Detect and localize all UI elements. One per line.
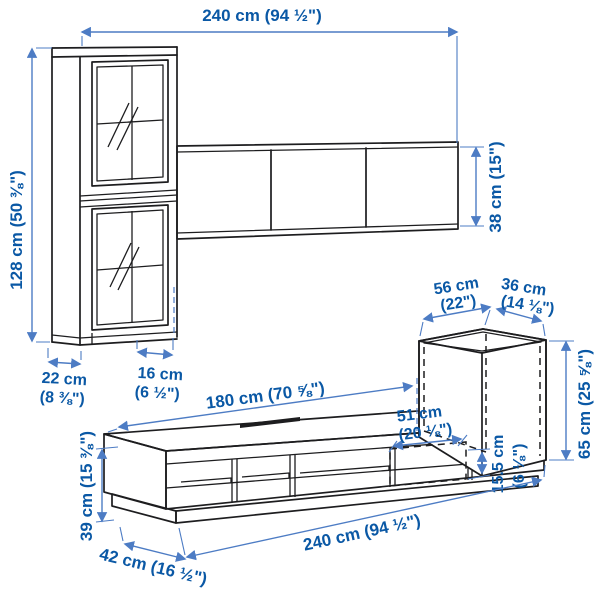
dim-label-drawer-height-inch: (6 ⅛")	[511, 443, 528, 489]
dim-label-drawer-height-cm: 15.5 cm	[490, 434, 507, 494]
dim-label-side-unit-height: 65 cm (25 ⅝")	[575, 348, 594, 460]
dim-label-total-width-top: 240 cm (94 ½")	[202, 6, 322, 25]
tall-glass-cabinet	[52, 47, 177, 345]
dim-label-shelf-height: 38 cm (15")	[486, 141, 505, 233]
dim-label-bench-depth: 42 cm (16 ½")	[97, 544, 210, 589]
wall-shelf-unit	[177, 142, 458, 239]
dim-label-side-unit-width-cm: 56 cm	[432, 274, 481, 299]
dim-label-side-unit-depth-inch: (14 ⅛")	[499, 292, 556, 319]
dim-cabinet-depth	[39, 348, 87, 408]
dim-shelf-height	[460, 141, 505, 232]
dim-label-cabinet-depth-cm: 22 cm	[41, 369, 88, 390]
dim-label-cabinet-height: 128 cm (50 ⅜")	[7, 170, 26, 290]
dim-bench-height	[77, 431, 118, 541]
dim-label-side-unit-width-inch: (22")	[439, 292, 478, 315]
dim-label-bench-width-bottom: 240 cm (94 ½")	[301, 510, 423, 555]
dim-label-bench-open-width: 180 cm (70 ⅝")	[204, 378, 326, 413]
dim-label-drawer-width-cm: 51 cm	[395, 403, 444, 426]
dim-cabinet-height	[7, 48, 52, 342]
dim-side-unit-width	[420, 275, 490, 336]
dim-label-door-depth-inch: (6 ½")	[134, 383, 181, 404]
dim-side-unit-height	[549, 341, 594, 460]
dim-label-cabinet-depth-inch: (8 ⅜")	[39, 388, 86, 409]
dim-label-bench-height: 39 cm (15 ⅜")	[77, 430, 96, 542]
cable-outlet-slot	[240, 417, 300, 428]
dim-label-door-depth-cm: 16 cm	[137, 364, 184, 385]
dim-side-unit-depth	[497, 276, 556, 336]
dim-door-depth	[134, 287, 183, 403]
dim-bench-depth	[98, 527, 210, 589]
dim-label-side-unit-depth-cm: 36 cm	[499, 275, 548, 300]
dim-total-width-top	[82, 6, 457, 143]
dim-label-drawer-width-inch: (20 ⅛")	[397, 420, 454, 445]
